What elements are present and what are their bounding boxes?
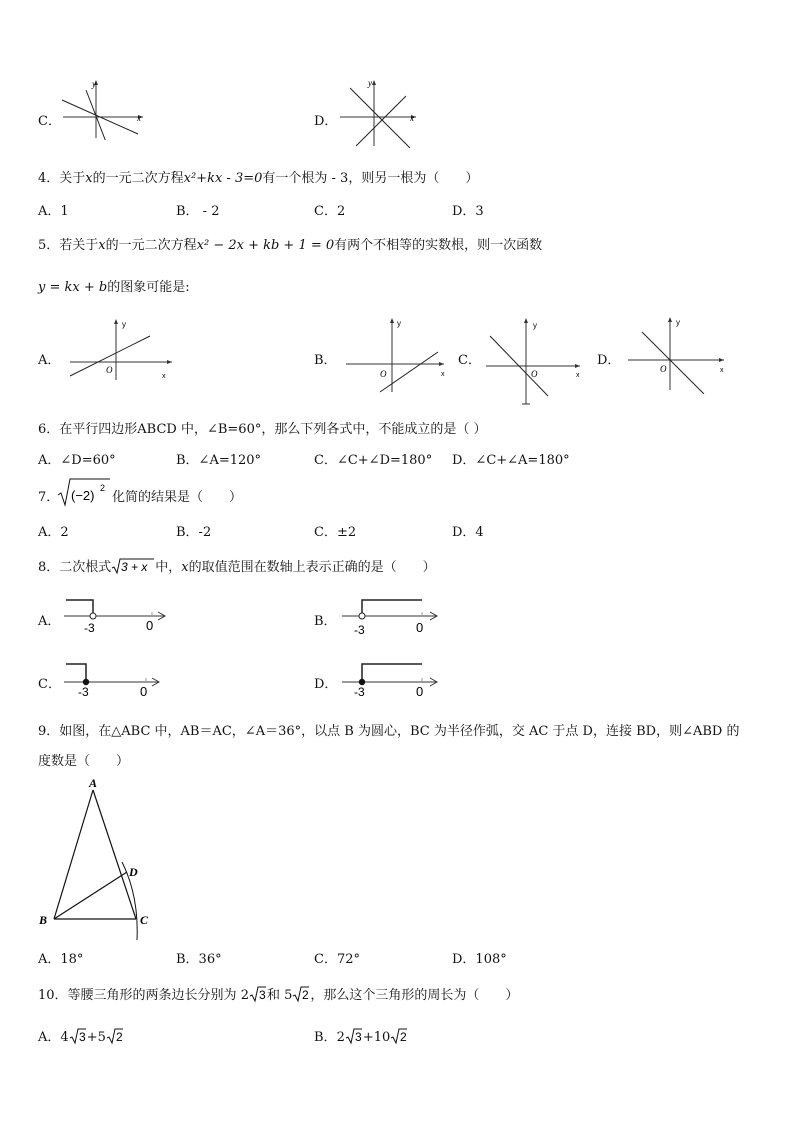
q7-stem: 化简的结果是（ ） bbox=[112, 490, 243, 505]
q7-sqrt-expression bbox=[56, 476, 112, 508]
q5-option-a-label: A． bbox=[38, 353, 61, 368]
svg-text:3: 3 bbox=[258, 988, 266, 1002]
svg-text:0: 0 bbox=[146, 618, 154, 633]
svg-text:y: y bbox=[368, 78, 372, 88]
svg-text:-3: -3 bbox=[354, 623, 365, 636]
q8-option-c-label: C． bbox=[38, 677, 61, 692]
q10-sqrt-2 bbox=[292, 985, 310, 1003]
q5-stem: 5．若关于x的一元二次方程x² − 2x + kb + 1 = 0有两个不相等的实数根，则一次函数 bbox=[38, 238, 543, 253]
q10-opt-a-sqrt-2 bbox=[106, 1027, 124, 1045]
q6-stem: 6．在平行四边形ABCD 中，∠B=60°，那么下列各式中，不能成立的是（ ） bbox=[38, 422, 487, 437]
q6-option-b: B．∠A=120° bbox=[176, 453, 262, 468]
q8-option-d-numberline bbox=[338, 656, 442, 700]
q8-option-d-label: D． bbox=[314, 677, 338, 692]
q3-option-c-label: C． bbox=[38, 114, 61, 129]
q8-option-a-numberline bbox=[60, 594, 172, 636]
q4-option-c: C．2 bbox=[314, 204, 346, 219]
q8-option-a-label: A． bbox=[38, 614, 61, 629]
svg-text:x: x bbox=[576, 372, 580, 379]
svg-text:y: y bbox=[397, 319, 401, 328]
svg-text:y: y bbox=[122, 320, 126, 329]
q5-option-c-label: C． bbox=[458, 353, 481, 368]
q9-option-d: D．108° bbox=[452, 952, 507, 967]
svg-text:0: 0 bbox=[140, 684, 148, 699]
q10-stem: 10．等腰三角形的两条边长分别为 2 3 和 5 2 ，那么这个三角形的周长为（ ） bbox=[38, 984, 518, 1003]
q4-option-d: D．3 bbox=[452, 204, 484, 219]
q9-option-c: C．72° bbox=[314, 952, 360, 967]
q10-opt-b-sqrt-3 bbox=[345, 1027, 363, 1045]
svg-text:3: 3 bbox=[78, 1030, 86, 1044]
q10-sqrt-3 bbox=[249, 985, 267, 1003]
svg-text:x: x bbox=[720, 367, 724, 374]
svg-text:-3: -3 bbox=[354, 685, 365, 699]
q8-option-b-label: B． bbox=[314, 614, 337, 629]
q6-option-d: D．∠C+∠A=180° bbox=[452, 453, 570, 468]
q3-option-d-label: D． bbox=[314, 114, 338, 129]
svg-text:O: O bbox=[380, 369, 387, 379]
svg-text:0: 0 bbox=[416, 620, 424, 635]
q8-stem: 8．二次根式 3 + x 中，x的取值范围在数轴上表示正确的是（ ） bbox=[38, 556, 436, 575]
svg-text:y: y bbox=[533, 321, 537, 330]
q7-option-d: D．4 bbox=[452, 525, 484, 540]
svg-text:O: O bbox=[660, 364, 667, 374]
svg-text:3: 3 bbox=[354, 1030, 362, 1044]
q9-triangle-figure bbox=[36, 776, 156, 942]
q8-option-b-numberline bbox=[338, 594, 442, 636]
q5-option-b-label: B． bbox=[314, 353, 337, 368]
q5-option-a-graph bbox=[64, 316, 176, 382]
svg-text:-3: -3 bbox=[78, 685, 89, 699]
q8-option-c-numberline bbox=[60, 656, 164, 700]
q4-option-a: A．1 bbox=[38, 204, 69, 219]
q6-option-c: C．∠C+∠D=180° bbox=[314, 453, 433, 468]
q5-stem-line2: y = kx + b的图象可能是: bbox=[38, 280, 190, 295]
q10-opt-a-sqrt-3 bbox=[69, 1027, 87, 1045]
q3-option-d-graph bbox=[336, 76, 420, 150]
svg-text:-3: -3 bbox=[84, 621, 95, 635]
q4-option-b: B． - 2 bbox=[176, 204, 220, 219]
q6-option-a: A．∠D=60° bbox=[38, 453, 116, 468]
svg-text:2: 2 bbox=[302, 988, 310, 1002]
svg-text:C: C bbox=[140, 913, 149, 927]
svg-text:D: D bbox=[129, 865, 138, 879]
q9-option-a: A．18° bbox=[38, 952, 84, 967]
svg-text:2: 2 bbox=[115, 1030, 123, 1044]
q9-stem-line2: 度数是（ ） bbox=[38, 754, 130, 769]
svg-text:x: x bbox=[410, 113, 414, 123]
q10-option-b: B．2 3 +10 2 bbox=[314, 1026, 408, 1045]
svg-text:3 + x: 3 + x bbox=[121, 560, 148, 574]
q9-option-b: B．36° bbox=[176, 952, 222, 967]
q8-sqrt bbox=[111, 557, 155, 575]
svg-text:y: y bbox=[92, 79, 96, 89]
q5-option-d-label: D． bbox=[597, 353, 621, 368]
q7-option-a: A．2 bbox=[38, 525, 69, 540]
q3-option-c-graph bbox=[58, 76, 148, 140]
q7-option-b: B．-2 bbox=[176, 525, 212, 540]
svg-text:0: 0 bbox=[416, 684, 424, 699]
q10-opt-b-sqrt-2 bbox=[390, 1027, 408, 1045]
svg-text:2: 2 bbox=[400, 1030, 407, 1044]
svg-text:O: O bbox=[106, 365, 113, 375]
svg-text:O: O bbox=[531, 369, 538, 379]
q7-option-c: C．±2 bbox=[314, 525, 357, 540]
q10-option-a: A．4 3 +5 2 bbox=[38, 1026, 124, 1045]
svg-text:B: B bbox=[39, 913, 48, 927]
q9-stem-line1: 9．如图，在△ABC 中，AB＝AC，∠A＝36°，以点 B 为圆心，BC 为半径作弧，交 AC 于点 D，连接 BD，则∠ABD 的 bbox=[38, 724, 740, 739]
svg-text:y: y bbox=[676, 318, 680, 327]
svg-text:2: 2 bbox=[100, 483, 106, 493]
q5-option-b-graph bbox=[342, 314, 450, 394]
q5-option-d-graph bbox=[624, 314, 732, 394]
svg-text:A: A bbox=[89, 776, 98, 790]
svg-text:x: x bbox=[162, 373, 166, 380]
q5-option-c-graph bbox=[482, 314, 586, 408]
q7-num: 7． bbox=[38, 490, 60, 505]
svg-text:(−2): (−2) bbox=[71, 488, 95, 503]
svg-text:x: x bbox=[137, 113, 141, 123]
svg-text:x: x bbox=[441, 371, 445, 378]
q4-stem: 4．关于x的一元二次方程x²+kx - 3=0有一个根为 - 3，则另一根为（ ） bbox=[38, 171, 479, 186]
